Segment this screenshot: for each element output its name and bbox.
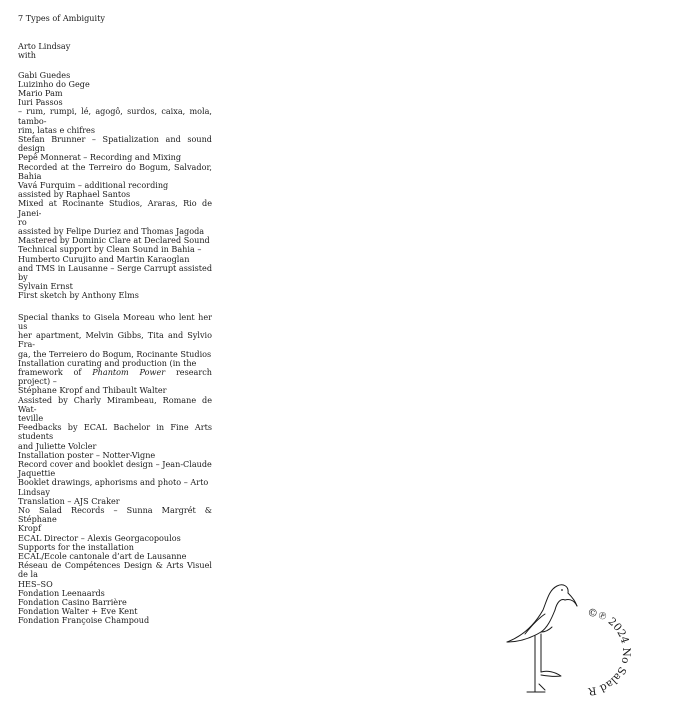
no-salad-records-logo [505, 580, 655, 698]
supporter-name: Fondation Françoise Champoud [18, 615, 150, 626]
installation-text: research project) – [18, 366, 212, 387]
musician-name: Gabi Guedes [18, 69, 71, 80]
instruments-line: – rum, rumpi, lé, agogô, surdos, caixa, mola, tambo- [18, 106, 212, 126]
feedbacks-line: Feedbacks by ECAL Bachelor in Fine Arts students [18, 422, 212, 442]
drawings-line: Lindsay [18, 486, 50, 497]
installation-line: Assisted by Charly Mirambeau, Romane de Wat- [18, 394, 212, 414]
tech-support-line: Technical support by Clean Sound in Bahia – [18, 244, 202, 255]
director-credit: ECAL Director – Alexis Georgacopoulos [18, 532, 181, 543]
recorded-at: Recorded at the Terreiro do Bogum, Salvador, Bahia [18, 161, 212, 181]
mixed-at-line: Mixed at Rocinante Studios, Araras, Rio de Janei- [18, 198, 212, 218]
installation-block [18, 359, 212, 423]
thanks-block [18, 313, 212, 359]
instruments-line: rim, latas e chifres [18, 124, 96, 135]
recorded-at-block [18, 163, 212, 200]
drawings-block [18, 478, 212, 496]
label-line: Kropf [18, 523, 41, 534]
poster-credit: Installation poster – Notter-Vigne [18, 449, 156, 460]
first-sketch-credit: First sketch by Anthony Elms [18, 290, 139, 301]
tech-support-line: Humberto Curujito and Martin Karaoglan [18, 253, 190, 264]
cover-line: Jaquettie [18, 468, 56, 479]
label-block [18, 506, 212, 534]
installation-line [18, 368, 212, 386]
label-line: No Salad Records – Sunna Margrét & Stéphane [18, 504, 212, 525]
supports-block [18, 543, 212, 626]
thanks-line: Special thanks to Gisela Moreau who lent her us [18, 311, 212, 331]
translation-credit: Translation – AJS Craker [18, 495, 120, 506]
mixed-assisted: assisted by Felipe Duriez and Thomas Jagoda [18, 226, 205, 237]
spatialization-credit: Stefan Brunner – Spatialization and sound design [18, 134, 212, 154]
installation-line: Stéphane Kropf and Thibault Walter [18, 385, 167, 396]
mixed-at-block [18, 199, 212, 236]
cover-block [18, 460, 212, 478]
feedbacks-block [18, 423, 212, 451]
supporter-name: Réseau de Compétences Design & Arts Visuel de la [18, 560, 212, 580]
credits-column [18, 14, 212, 626]
installation-line: teville [18, 412, 44, 423]
supports-heading: Supports for the installation [18, 541, 134, 552]
installation-line: Installation curating and production (in the [18, 357, 197, 368]
cover-line: Record cover and booklet design – Jean-Claude [18, 458, 212, 469]
thanks-line: ga, the Terreiero do Bogum, Rocinante Studios [18, 348, 212, 359]
svg-text:©℗ 2024 No Salad Records [505, 580, 632, 697]
installation-text: framework of [18, 366, 93, 377]
album-title: 7 Types of Ambiguity [18, 13, 105, 23]
tms-line: and TMS in Lausanne – Serge Carrupt assisted by [18, 262, 212, 283]
tech-support-block [18, 245, 212, 263]
supporter-name: Fondation Leenaards [18, 587, 105, 598]
musician-name: Luizinho do Gege [18, 78, 90, 89]
mastered-credit: Mastered by Dominic Clare at Declared Sound [18, 235, 210, 246]
drawings-line: Booklet drawings, aphorisms and photo – Arto [18, 477, 209, 488]
supporter-name: Fondation Walter + Eve Kent [18, 606, 138, 617]
mixed-at-line: ro [18, 216, 27, 227]
thanks-line: her apartment, Melvin Gibbs, Tita and Sylvio Fra- [18, 330, 212, 350]
tms-block [18, 264, 212, 292]
bird-logo-icon [505, 580, 655, 698]
project-name: Phantom Power [92, 366, 166, 377]
logo-text: ©℗ 2024 No Salad R [586, 606, 633, 698]
supporter-name: HES–SO [18, 578, 53, 589]
musician-name: Iuri Passos [18, 97, 63, 108]
supporter-name: Fondation Casino Barrière [18, 596, 127, 607]
recording-mixing-credit: Pepê Monnerat – Recording and Mixing [18, 152, 182, 163]
supporter-name: ECAL/Ecole cantonale d’art de Lausanne [18, 550, 187, 561]
artist-name: Arto Lindsay [18, 41, 71, 52]
feedbacks-line: and Juliette Volcler [18, 440, 97, 451]
tms-line: Sylvain Ernst [18, 281, 73, 292]
additional-recording: Vavá Furquim – additional recording [18, 180, 169, 191]
assisted-by: assisted by Raphael Santos [18, 189, 131, 200]
musician-name: Mario Pam [18, 88, 63, 99]
with-label: with [18, 50, 36, 61]
musicians-block [18, 71, 212, 135]
